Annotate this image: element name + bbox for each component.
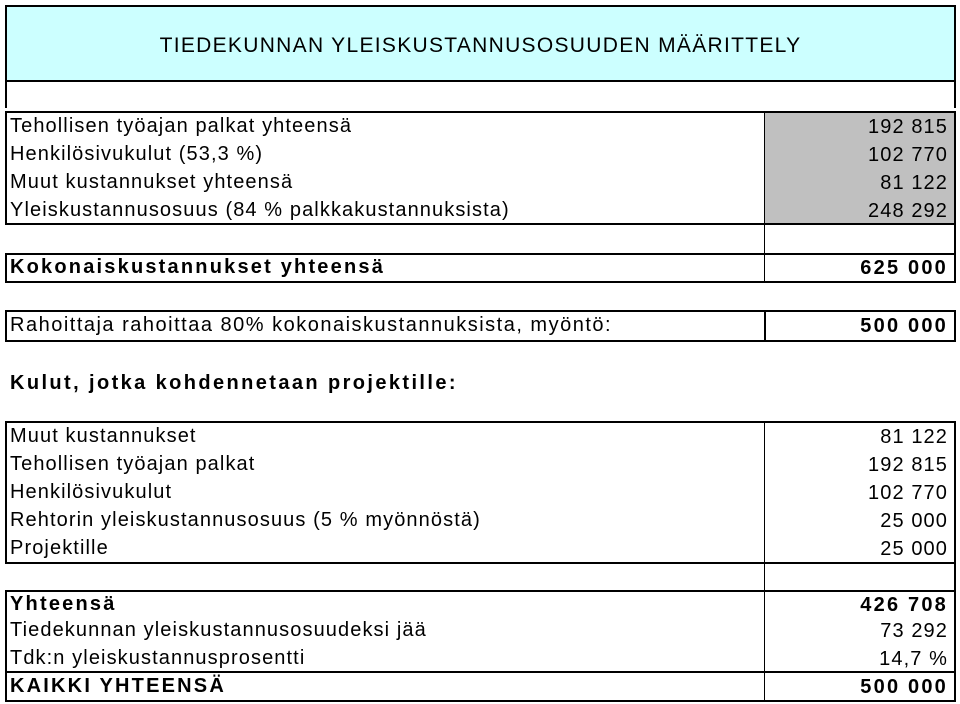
funding-row [7, 312, 956, 340]
allocated-row [7, 479, 956, 507]
grand-total-row [7, 673, 956, 701]
allocated-heading-row [7, 370, 956, 398]
allocated-row [7, 423, 956, 451]
row-value: 81 122 [880, 172, 948, 194]
right-border [954, 82, 956, 108]
allocated-heading: Kulut, jotka kohdennetaan projektille: [10, 372, 458, 394]
allocated-row [7, 535, 956, 563]
row-label: Projektille [10, 537, 109, 559]
left-border [5, 82, 7, 108]
sheet-title: TIEDEKUNNAN YLEISKUSTANNUSOSUUDEN MÄÄRITTELY [159, 34, 802, 57]
summary-total-value: 426 708 [860, 594, 948, 616]
spacer2-right-border [954, 564, 956, 590]
row-value: 192 815 [868, 454, 948, 476]
row-label: Tehollisen työajan palkat [10, 453, 256, 475]
spacer-right-border [954, 225, 956, 253]
allocated-row [7, 507, 956, 535]
total-costs-value: 625 000 [860, 257, 948, 279]
summary-total-label: Yhteensä [10, 593, 117, 615]
summary-percent-value: 14,7 % [879, 648, 948, 670]
row-value: 102 770 [868, 482, 948, 504]
row-value: 25 000 [880, 538, 948, 560]
row-label: Rehtorin yleiskustannusosuus (5 % myönnöstä) [10, 509, 481, 531]
row-label: Tehollisen työajan palkat yhteensä [10, 115, 353, 137]
funding-value: 500 000 [860, 315, 948, 337]
summary-percent-label: Tdk:n yleiskustannusprosentti [10, 647, 306, 669]
summary-remaining-value: 73 292 [880, 620, 948, 642]
section2-bottom-line [5, 562, 956, 564]
row-label: Muut kustannukset yhteensä [10, 171, 294, 193]
summary-remaining-row [7, 617, 956, 645]
grand-total-label: KAIKKI YHTEENSÄ [10, 675, 226, 697]
row-value: 25 000 [880, 510, 948, 532]
row-value: 81 122 [880, 426, 948, 448]
grand-total-bottom-line [5, 700, 956, 702]
summary-total-row [7, 591, 956, 619]
cost-row [7, 113, 956, 141]
spacer2-divider [764, 564, 765, 590]
row-label: Henkilösivukulut [10, 481, 173, 503]
summary-percent-row [7, 645, 956, 673]
funding-label: Rahoittaja rahoittaa 80% kokonaiskustannuksista, myöntö: [10, 314, 613, 336]
total-costs-label: Kokonaiskustannukset yhteensä [10, 256, 386, 278]
row-value: 102 770 [868, 144, 948, 166]
spacer-divider [764, 225, 765, 253]
row-label: Yleiskustannusosuus (84 % palkkakustannuksista) [10, 199, 510, 221]
row-value: 192 815 [868, 116, 948, 138]
title-band [5, 5, 956, 82]
row-label: Henkilösivukulut (53,3 %) [10, 143, 264, 165]
total-costs-row [7, 254, 956, 282]
row-value: 248 292 [868, 200, 948, 222]
row-label: Muut kustannukset [10, 425, 197, 447]
allocated-row [7, 451, 956, 479]
cost-row [7, 169, 956, 197]
cost-row [7, 197, 956, 225]
section1-bottom-line [5, 223, 956, 225]
summary-remaining-label: Tiedekunnan yleiskustannusosuudeksi jää [10, 619, 427, 641]
cost-row [7, 141, 956, 169]
grand-total-value: 500 000 [860, 676, 948, 698]
